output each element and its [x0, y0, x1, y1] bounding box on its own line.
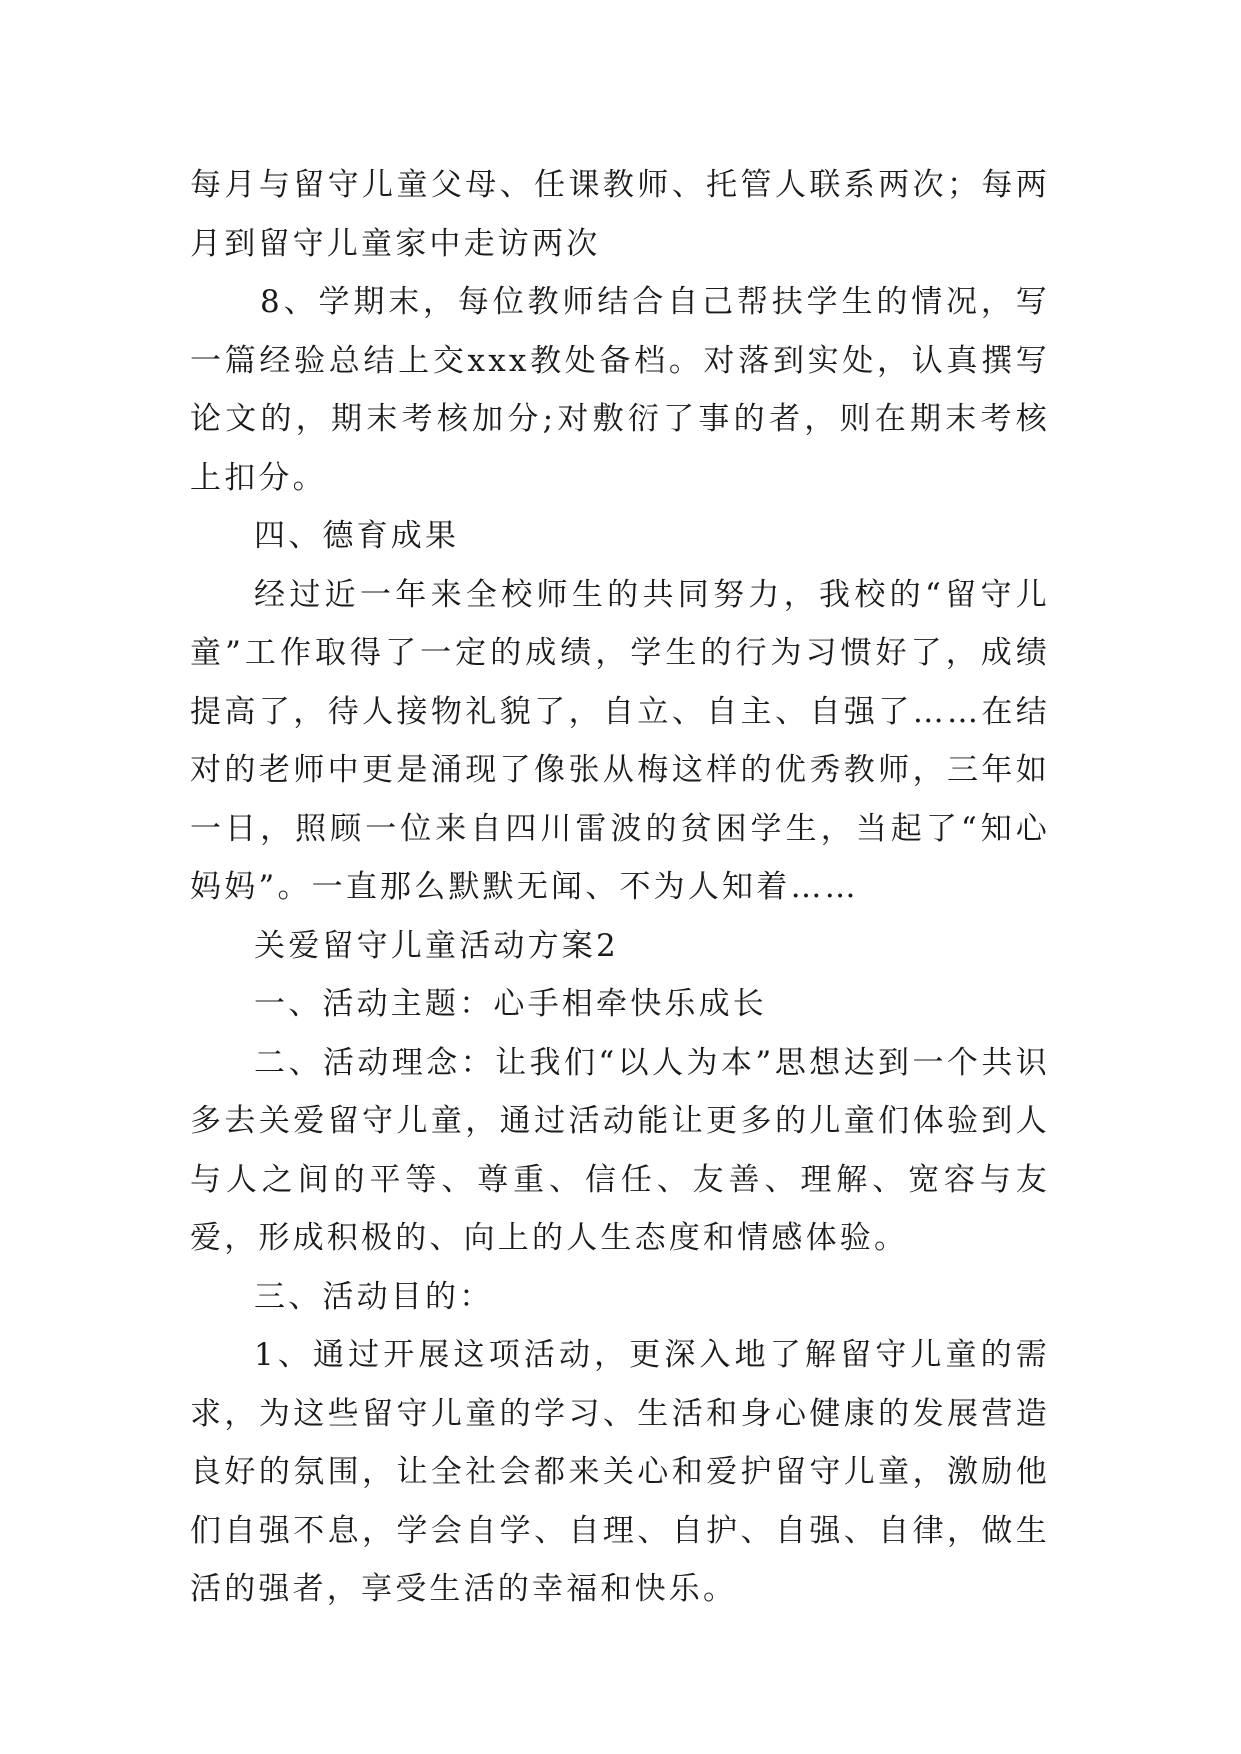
paragraph-item-8: 8、学期末，每位教师结合自己帮扶学生的情况，写一篇经验总结上交xxx教处备档。对落到实处，认真撰写论文的，期末考核加分;对敷衍了事的者，则在期末考核上扣分。	[190, 284, 1050, 496]
paragraph-contact-schedule: 每月与留守儿童父母、任课教师、托管人联系两次；每两月到留守儿童家中走访两次	[190, 167, 1050, 262]
paragraph-results: 经过近一年来全校师生的共同努力，我校的“留守儿童”工作取得了一定的成绩，学生的行为习惯好了，成绩提高了，待人接物礼貌了，自立、自主、自强了……在结对的老师中更是涌现了像张从梅这样的优秀教师，三年如一日，照顾一位来自四川雷波的贫困学生，当起了“知心妈妈”。一直那么默默无闻、不为人知着……	[190, 576, 1050, 905]
section-heading-activity-purpose: 三、活动目的：	[254, 1278, 494, 1315]
section-heading-moral-results: 四、德育成果	[254, 518, 460, 554]
section-activity-concept: 二、活动理念：让我们“以人为本”思想达到一个共识多去关爱留守儿童，通过活动能让更多的儿童们体验到人与人之间的平等、尊重、信任、友善、理解、宽容与友爱，形成积极的、向上的人生态度和情感体验。	[190, 1044, 1050, 1256]
section-activity-theme: 一、活动主题：心手相牵快乐成长	[254, 986, 767, 1022]
document-body	[190, 156, 1050, 1619]
paragraph-purpose-item-1: 1、通过开展这项活动，更深入地了解留守儿童的需求，为这些留守儿童的学习、生活和身心健康的发展营造良好的氛围，让全社会都来关心和爱护留守儿童，激励他们自强不息，学会自学、自理、自护、自强、自律，做生活的强者，享受生活的幸福和快乐。	[190, 1337, 1050, 1607]
plan-title: 关爱留守儿童活动方案2	[254, 927, 619, 964]
